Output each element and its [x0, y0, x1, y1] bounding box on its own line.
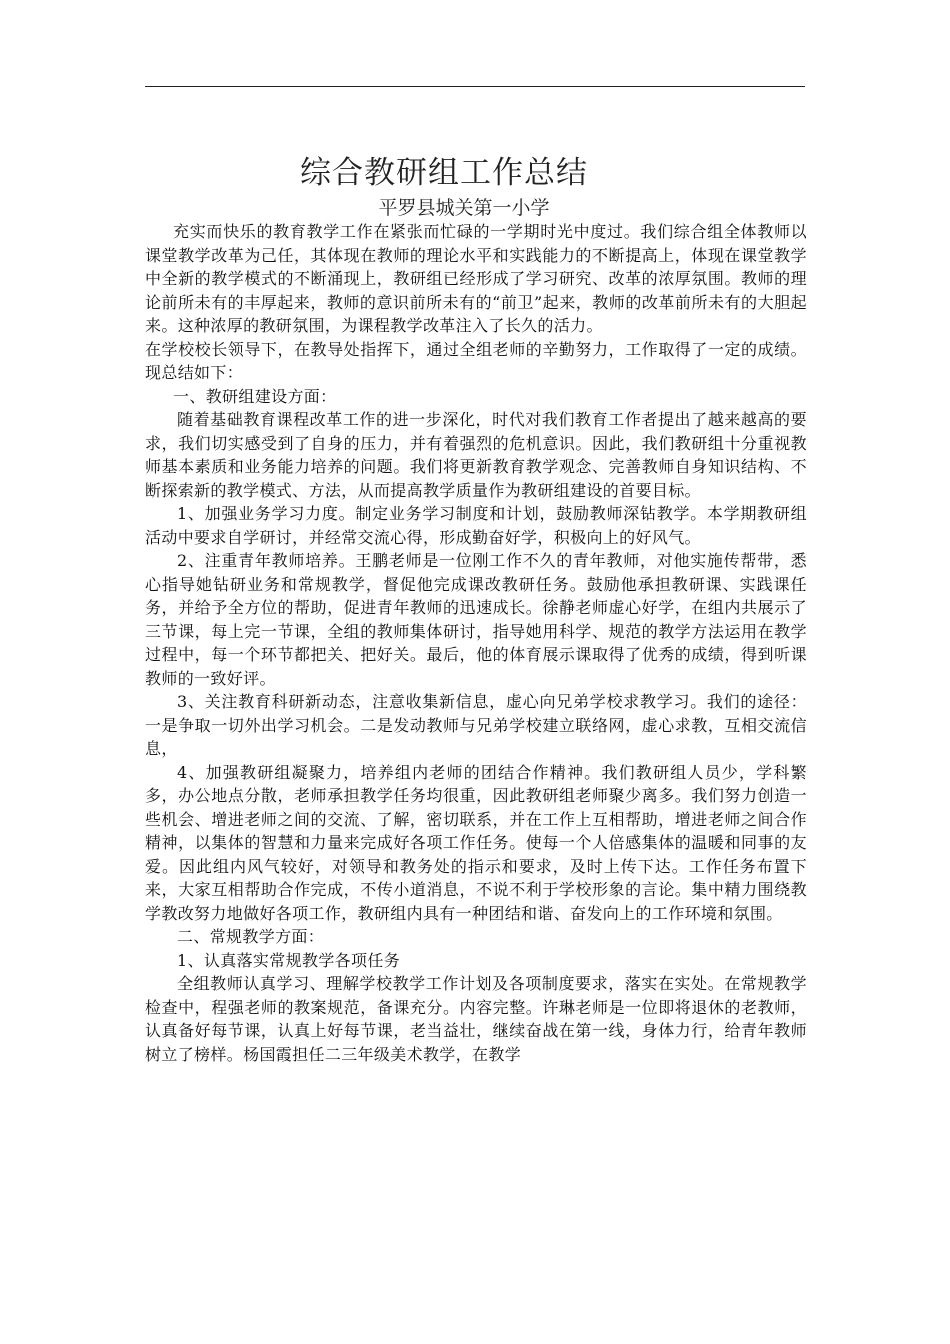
paragraph-item-1: 1、加强业务学习力度。制定业务学习制度和计划，鼓励教师深钻教学。本学期教研组活动中要求自学研讨，并经常交流心得，形成勤奋好学，积极向上的好风气。 [145, 504, 807, 547]
document-paragraphs [145, 220, 807, 1066]
paragraph-item-4: 4、加强教研组凝聚力，培养组内老师的团结合作精神。我们教研组人员少，学科繁多，办公地点分散，老师承担教学任务均很重，因此教研组老师聚少离多。我们努力创造一些机会、增进老师之间的交流、了解，密切联系，并在工作上互相帮助，增进老师之间合作精神，以集体的智慧和力量来完成好各项工作任务。使每一个人倍感集体的温暖和同事的友爱。因此组内风气较好，对领导和教务处的指示和要求，及时上传下达。工作任务布置下来，大家互相帮助合作完成，不传小道消息，不说不利于学校形象的言论。集中精力围绕教学教改努力地做好各项工作，教研组内具有一种团结和谐、奋发向上的工作环境和氛围。 [145, 762, 807, 923]
document-body [145, 150, 807, 1066]
section-heading-2: 二、常规教学方面： [177, 927, 325, 946]
header-rule [145, 86, 805, 87]
document-subtitle: 平罗县城关第一小学 [378, 197, 550, 219]
paragraph-item-3: 3、关注教育科研新动态，注意收集新信息，虚心向兄弟学校求教学习。我们的途径：一是争取一切外出学习机会。二是发动教师与兄弟学校建立联络网，虚心求教，互相交流信息， [145, 692, 807, 758]
paragraph-intro: 充实而快乐的教育教学工作在紧张而忙碌的一学期时光中度过。我们综合组全体教师以课堂教学改革为己任，其体现在教师的理论水平和实践能力的不断提高上，体现在课堂教学中全新的教学模式的不断涌现上，教研组已经形成了学习研究、改革的浓厚氛围。教师的理论前所未有的丰厚起来，教师的意识前所未有的“前卫”起来，教师的改革前所未有的大胆起来。这种浓厚的教研氛围，为课程教学改革注入了长久的活力。 [145, 222, 807, 335]
paragraph-section-2-1: 全组教师认真学习、理解学校教学工作计划及各项制度要求，落实在实处。在常规教学检查中，程强老师的教案规范，备课充分。内容完整。许琳老师是一位即将退休的老教师，认真备好每节课，认真上好每节课，老当益壮，继续奋战在第一线，身体力行，给青年教师树立了榜样。杨国霞担任二三年级美术教学，在教学 [145, 974, 807, 1064]
subheading-2-1: 1、认真落实常规教学各项任务 [177, 950, 401, 970]
section-heading-1: 一、教研组建设方面： [173, 386, 337, 406]
document-title: 综合教研组工作总结 [300, 155, 588, 191]
paragraph-item-2: 2、注重青年教师培养。王鹏老师是一位刚工作不久的青年教师，对他实施传帮带，悉心指导她钻研业务和常规教学，督促他完成课改教研任务。鼓励他承担教研课、实践课任务，并给予全方位的帮助，促进青年教师的迅速成长。徐静老师虚心好学，在组内共展示了三节课，每上完一节课，全组的教师集体研讨，指导她用科学、规范的教学方法运用在教学过程中，每一个环节都把关、把好关。最后，他的体育展示课取得了优秀的成绩，得到听课教师的一致好评。 [145, 551, 807, 688]
paragraph-section-1: 随着基础教育课程改革工作的进一步深化，时代对我们教育工作者提出了越来越高的要求，我们切实感受到了自身的压力，并有着强烈的危机意识。因此，我们教研组十分重视教师基本素质和业务能力培养的问题。我们将更新教育教学观念、完善教师自身知识结构、不断探索新的教学模式、方法，从而提高教学质量作为教研组建设的首要目标。 [145, 410, 807, 500]
paragraph-summary-lead: 在学校校长领导下，在教导处指挥下，通过全组老师的辛勤努力，工作取得了一定的成绩。现总结如下： [145, 339, 807, 382]
